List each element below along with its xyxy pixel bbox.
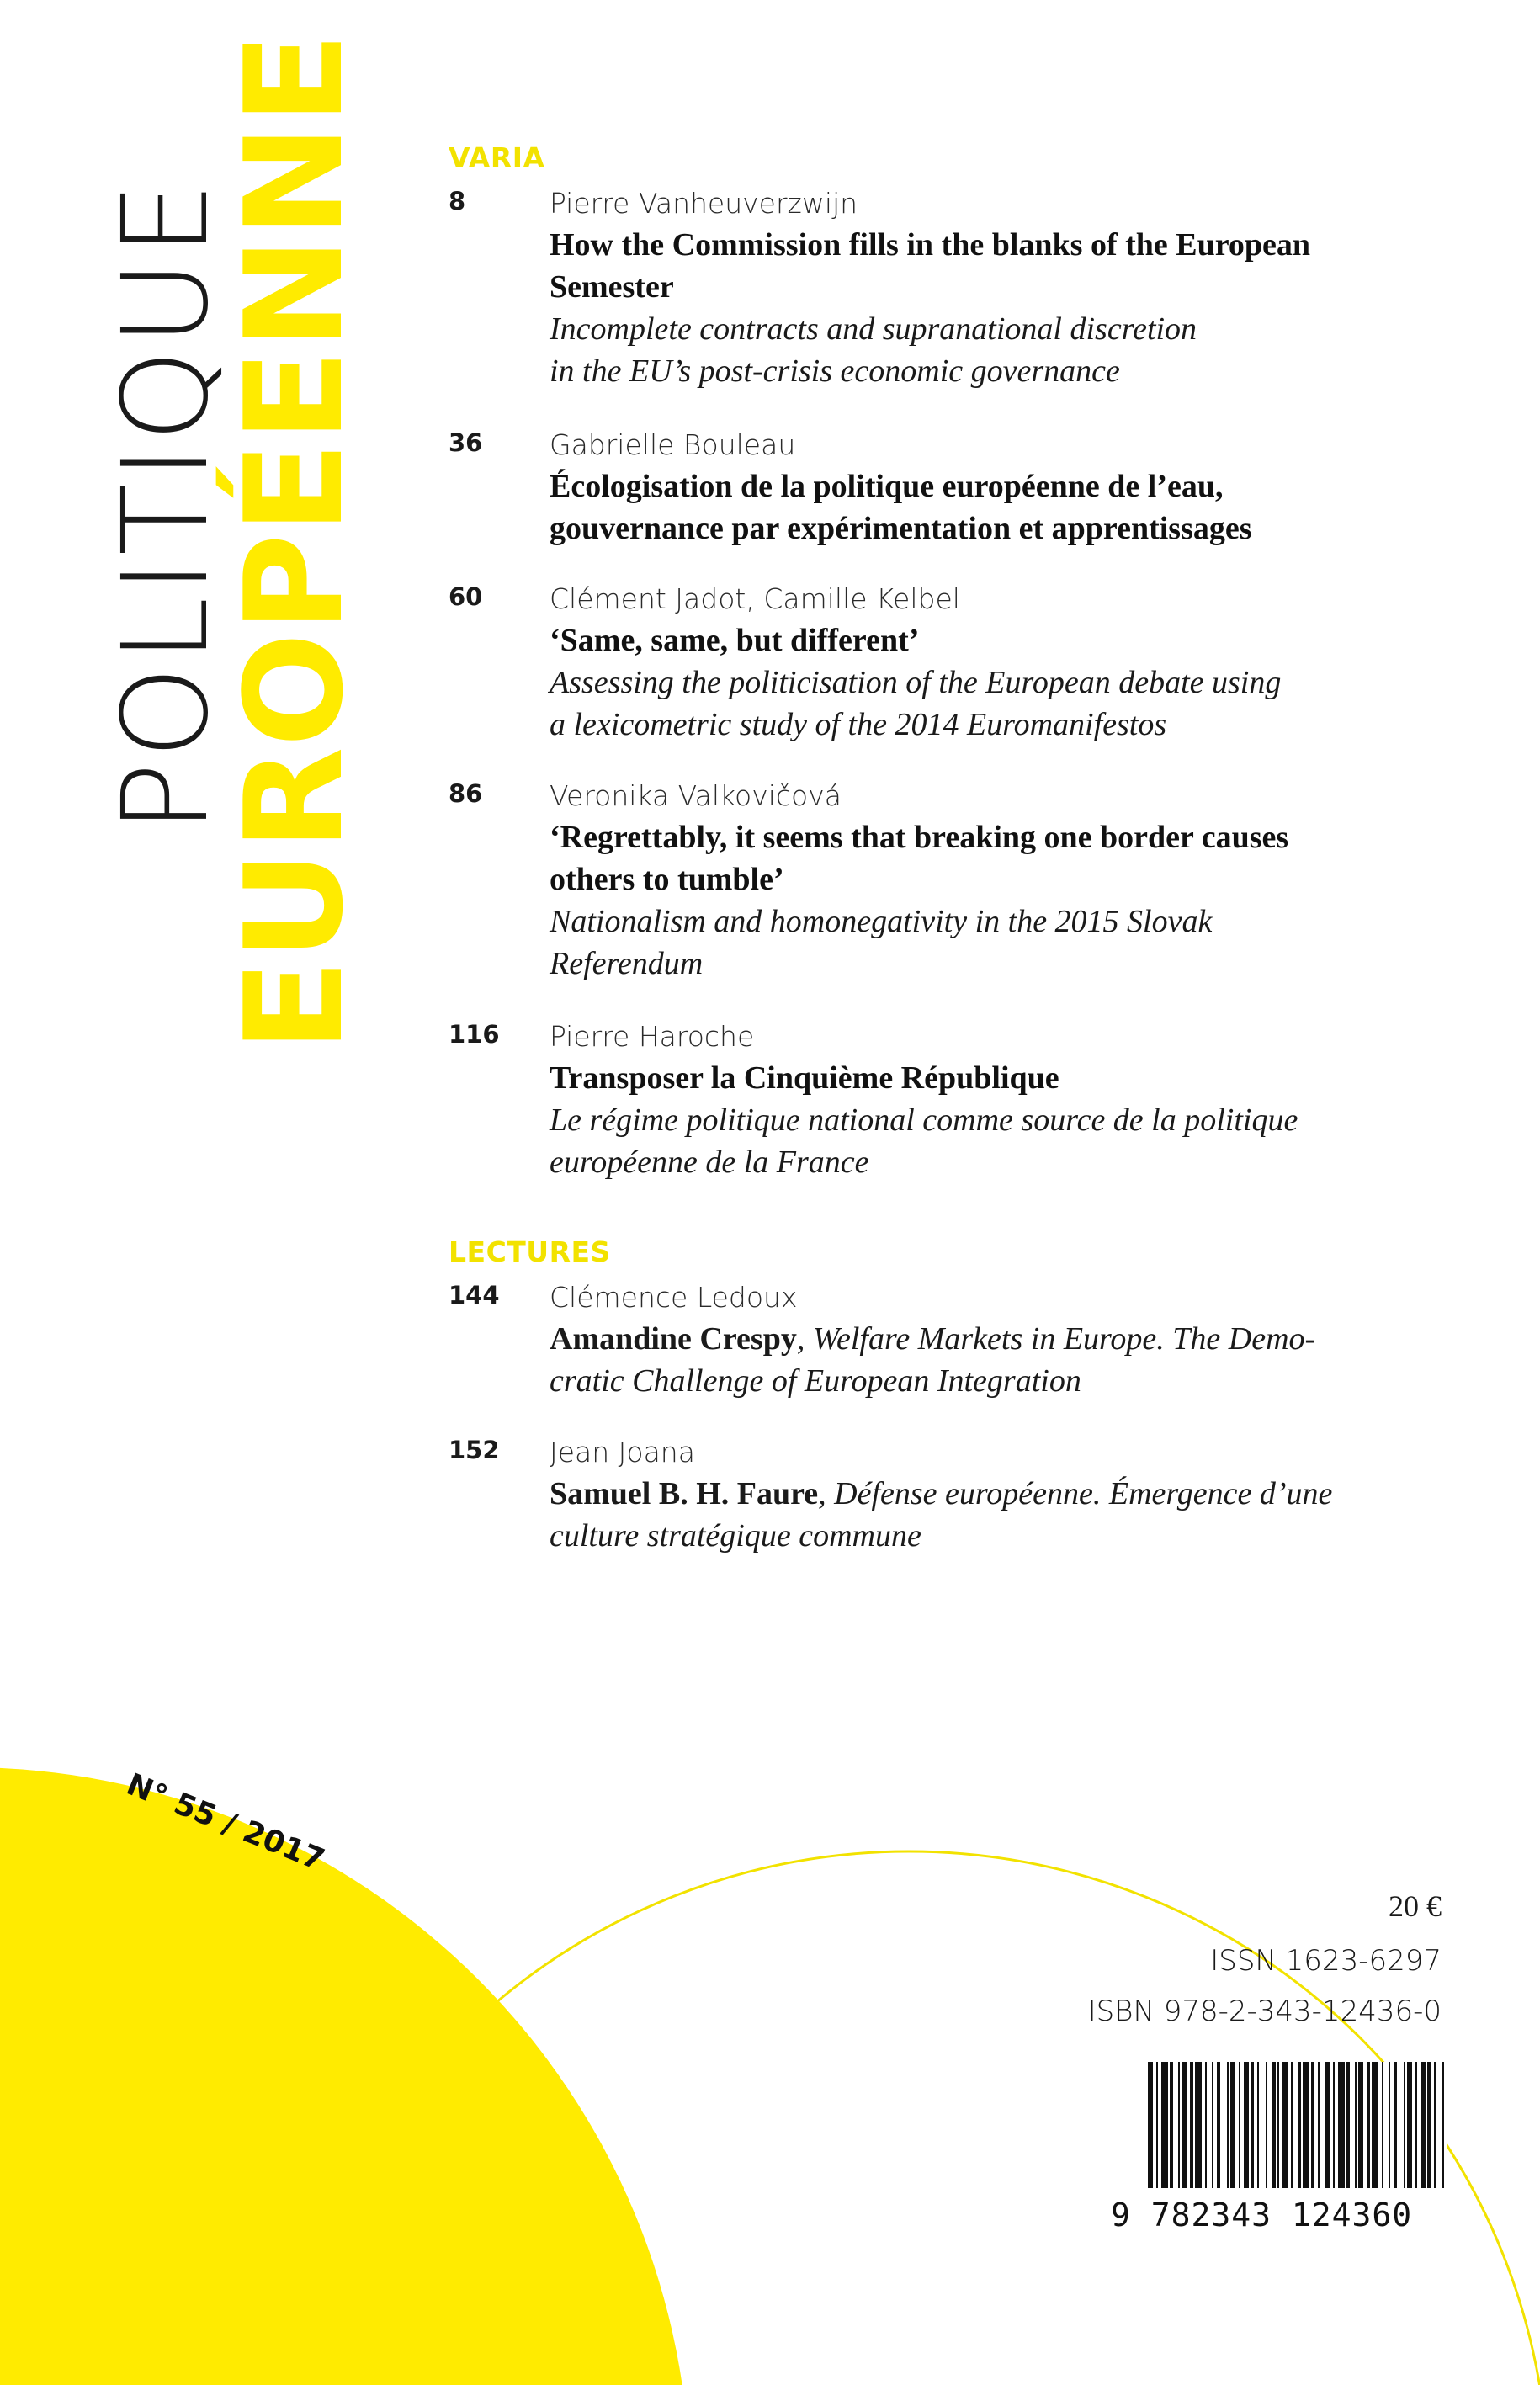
barcode-bar [1434, 2062, 1436, 2188]
barcode-bar [1338, 2062, 1345, 2188]
barcode-bar [1372, 2062, 1378, 2188]
article-author: Pierre Haroche [550, 1020, 755, 1053]
barcode-bar [1333, 2062, 1335, 2188]
barcode-bar [1325, 2062, 1330, 2188]
article-title-line: others to tumble’ [550, 862, 784, 897]
page-number: 86 [449, 779, 483, 808]
barcode-bar [1291, 2062, 1293, 2188]
barcode-bar [1303, 2062, 1309, 2188]
article-title-line: gouvernance par expérimentation et apprentissages [550, 511, 1252, 546]
book-title: cratic Challenge of European Integration [550, 1363, 1081, 1399]
journal-title-politique: POLITIQUE [98, 178, 235, 833]
barcode-bar [1355, 2062, 1357, 2188]
article-subtitle-line: Assessing the politicisation of the European debate using [550, 665, 1282, 700]
book-author: Amandine Crespy [550, 1321, 797, 1357]
barcode-bar [1382, 2062, 1383, 2188]
barcode-bar [1311, 2062, 1314, 2188]
article-author: Pierre Vanheuverzwijn [550, 187, 858, 220]
book-author: Samuel B. H. Faure [550, 1476, 819, 1511]
review-line [550, 1360, 1442, 1402]
article-title-line: ‘Same, same, but different’ [550, 623, 920, 658]
issn: ISSN 1623-6297 [1210, 1944, 1442, 1978]
barcode-bar [1239, 2062, 1240, 2188]
barcode-bar [1407, 2062, 1412, 2188]
book-title: culture stratégique commune [550, 1518, 921, 1554]
barcode-bar [1178, 2062, 1180, 2188]
section-varia-heading: VARIA [449, 141, 545, 174]
article-title-line: Écologisation de la politique européenne de l’eau, [550, 469, 1224, 504]
barcode-bar [1182, 2062, 1187, 2188]
barcode-bar [1404, 2062, 1405, 2188]
yellow-disc [0, 1767, 690, 2385]
article-subtitle-line: européenne de la France [550, 1145, 869, 1180]
review-entry [449, 1432, 1442, 1557]
isbn: ISBN 978-2-343-12436-0 [1087, 1995, 1442, 2028]
barcode-bar [1217, 2062, 1220, 2188]
review-entry [449, 1277, 1442, 1402]
barcode-bar [1346, 2062, 1350, 2188]
article-subtitle-line: Referendum [550, 946, 704, 981]
barcode-bar [1156, 2062, 1158, 2188]
barcode-bar [1282, 2062, 1288, 2188]
barcode-bar [1190, 2062, 1193, 2188]
article-author: Clément Jadot, Camille Kelbel [550, 582, 960, 615]
barcode-bar [1170, 2062, 1173, 2188]
article-subtitle-line: in the EU’s post-crisis economic governance [550, 353, 1120, 389]
barcode-bar [1389, 2062, 1390, 2188]
page-number: 8 [449, 187, 466, 215]
section-lectures-heading: LECTURES [449, 1235, 611, 1268]
book-title: , Défense européenne. Émergence d’une [818, 1476, 1333, 1511]
issue-number: N° 55 / 2017 [121, 1767, 330, 1878]
journal-title-europeenne: EUROPÉENNE [215, 32, 373, 1052]
barcode-bar [1358, 2062, 1363, 2188]
toc-entry [449, 183, 1442, 392]
barcode-bar [1257, 2062, 1259, 2188]
toc-entry [449, 1017, 1442, 1183]
barcode-bar [1442, 2062, 1444, 2188]
barcode-bar [1318, 2062, 1320, 2188]
page-number: 144 [449, 1281, 500, 1309]
article-subtitle-line: Nationalism and homonegativity in the 2015 Slovak [550, 904, 1213, 939]
barcode-bar [1277, 2062, 1279, 2188]
article-title-line: ‘Regrettably, it seems that breaking one border causes [550, 820, 1289, 855]
barcode-bar [1266, 2062, 1267, 2188]
article-subtitle-line: Incomplete contracts and supranational discretion [550, 311, 1197, 347]
barcode-bar [1230, 2062, 1235, 2188]
barcode-bar [1394, 2062, 1397, 2188]
barcode-bar [1212, 2062, 1213, 2188]
book-title: , Welfare Markets in Europe. The Demo- [796, 1321, 1316, 1357]
article-title-line: How the Commission fills in the blanks of the European [550, 227, 1311, 263]
page-number: 36 [449, 428, 483, 457]
article-title-line: Transposer la Cinquième République [550, 1060, 1059, 1096]
reviewer-name: Jean Joana [550, 1436, 695, 1469]
article-title-line: Semester [550, 269, 674, 305]
review-line [550, 1473, 1442, 1515]
article-subtitle-line: Le régime politique national comme source de la politique [550, 1102, 1298, 1138]
toc-entry [449, 425, 1442, 550]
page-number: 60 [449, 582, 483, 611]
article-subtitle-line: a lexicometric study of the 2014 Euromanifestos [550, 707, 1167, 742]
barcode-bar [1298, 2062, 1301, 2188]
barcode-bar [1251, 2062, 1254, 2188]
article-author: Gabrielle Bouleau [550, 428, 796, 461]
barcode-bar [1195, 2062, 1202, 2188]
barcode-bar [1272, 2062, 1276, 2188]
reviewer-name: Clémence Ledoux [550, 1281, 798, 1314]
barcode-bar [1161, 2062, 1168, 2188]
review-line [550, 1318, 1442, 1360]
barcode-bar [1244, 2062, 1249, 2188]
barcode-bar [1421, 2062, 1426, 2188]
barcode-digits: 9 782343 124360 [1111, 2196, 1413, 2234]
barcode-bar [1148, 2062, 1153, 2188]
review-line [550, 1515, 1442, 1557]
page-number: 116 [449, 1020, 500, 1049]
barcode-bar [1227, 2062, 1229, 2188]
toc-entry [449, 579, 1442, 746]
barcode-bar [1367, 2062, 1370, 2188]
barcode-bar [1205, 2062, 1207, 2188]
article-author: Veronika Valkovičová [550, 779, 842, 812]
price: 20 € [1389, 1889, 1442, 1923]
barcode-bar [1415, 2062, 1417, 2188]
page-number: 152 [449, 1436, 500, 1464]
barcode-bar [1427, 2062, 1431, 2188]
toc-entry [449, 776, 1442, 985]
